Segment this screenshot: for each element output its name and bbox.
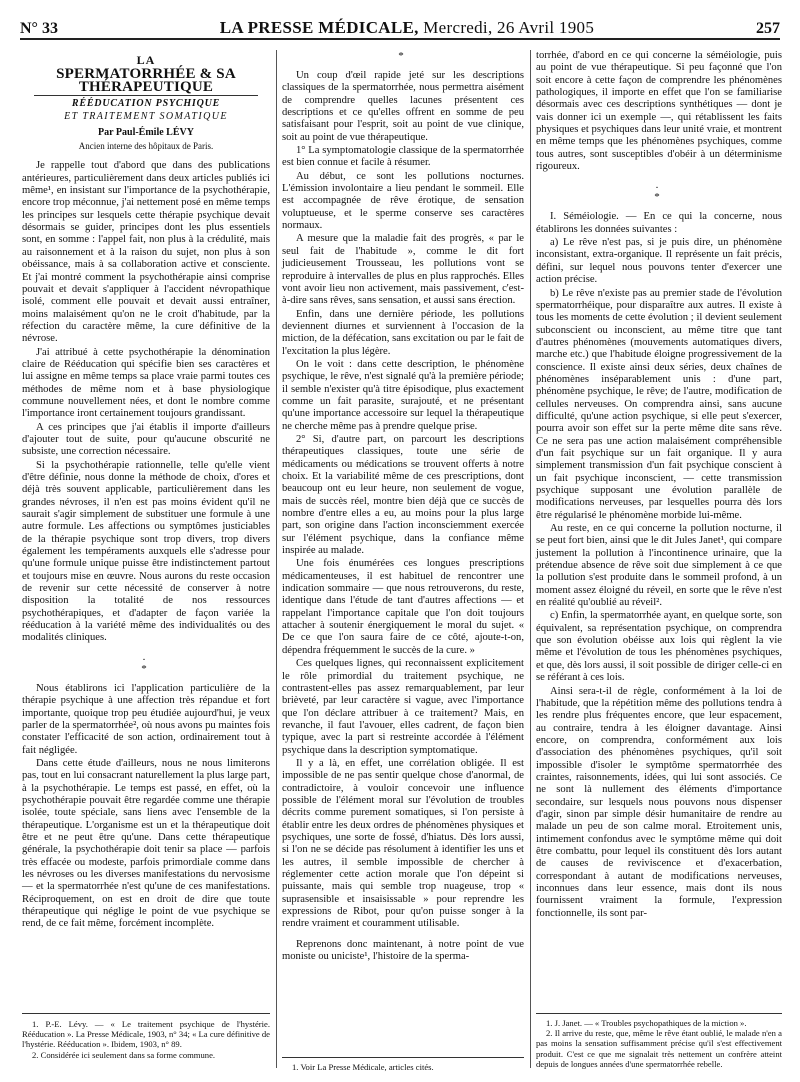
- paragraph: I. Séméiologie. — En ce qui la concerne, nous établirons les données suivantes :: [536, 211, 782, 235]
- journal-title: LA PRESSE MÉDICALE,: [219, 18, 419, 37]
- paragraph: Il y a là, en effet, une corrélation obligée. Il est impossible de ne pas sentir quelque chose d'anormal, de contradictoire, à vouloir concevoir une influence possible de l'élément moral sur l'évolution de troubles décrits comme purement somatiques, si l'on persiste à établir entre les deux ordres de phénomènes physiques et psychiques, une sorte de fossé, d'hiatus. Dès lors aussi, si l'on ne se décide pas résolument à identifier les uns et les autres, il semble impossible de chercher à réglementer cette action morale que l'on dépeint si puissante, mais qui semble trop nuageuse, trop « suprasensible et insaisissable » pour reprendre les expressions de Ribot, pour qu'on puisse songer à la rendre vraiment et couramment utilisable.: [282, 757, 524, 930]
- footnote: 1. P.-E. Lévy. — « Le traitement psychique de l'hystérie. Rééducation ». La Presse Médicale, 1903, n° 34; « La cure définitive de l'hystérie. Rééducation ». Ibidem, 1903, n° 89.: [22, 1019, 270, 1050]
- article-author-note: Ancien interne des hôpitaux de Paris.: [78, 141, 214, 152]
- page-header: [20, 12, 780, 40]
- column-1: [22, 50, 270, 931]
- footnote-rule: [22, 1013, 270, 1014]
- article-author: Par Paul-Émile LÉVY: [98, 126, 194, 138]
- footnotes-column-2: [282, 1062, 524, 1072]
- issue-date: Mercredi, 26 Avril 1905: [423, 18, 595, 37]
- paragraph: Nous établirons ici l'application particulière de la thérapie psychique à une affection très répandue et fort importante, quoique trop peu étudiée aujourd'hui, je veux parler de la spermatorrhée², où nous avons pu maintes fois constater l'efficacité de son action, ordinairement tout à fait négligée.: [22, 682, 270, 756]
- article-subtitle-1: RÉÉDUCATION PSYCHIQUE: [71, 98, 221, 110]
- paragraph: Une fois énumérées ces longues prescriptions médicamenteuses, il est habituel de rencontrer une indication sommaire — que nous retrouverons, du reste, identique dans l'étude de tant d'autres affections — et rappelant l'importance capitale que l'on doit toujours attacher à soutenir énergiquement le moral du sujet. « De ce que l'on saura faire de ce côté, ajoute-t-on, dépendra fréquemment le succès de la cure. »: [282, 558, 524, 656]
- article-kicker: LA: [136, 53, 156, 67]
- paragraph: Ainsi sera-t-il de règle, conformément à la loi de l'habitude, que la répétition même des pollutions tendra à les rendre plus fréquentes encore, que leur espacement, au contraire, tendra à les éloigner davantage. Ainsi encore, on comprendra, conformément aux lois d'association des phénomènes psychiques, qu'il soit impossible d'isoler le symptôme spermatorrhée des craintes, raisonnements, idées, qui lui sont associés. Ce ne sont là nullement des éléments d'importance secondaire, sur lesquels nous pouvons nous dispenser d'agir, sinon par simple désir humanitaire de rendre au malade un peu de son calme moral. Etroitement unis, intimement confondus avec le symptôme même qui doit être combattu, pour lequel ils constituent dès lors autant de causes de reviviscence et d'exacerbation, correspondant à autant de modifications nerveuses, inconnues dans leur essence, mais dont ils nous fournissent vraiment la formule, l'expression fonctionnelle, ils sont par-: [536, 685, 782, 919]
- section-separator: *: [398, 50, 408, 62]
- paragraph: Au début, ce sont les pollutions nocturnes. L'émission involontaire a lieu pendant le sommeil. Elle est accompagnée de rêve érotique, de sensation voluptueuse, et le sperme conserve ses caractères normaux.: [282, 170, 524, 232]
- column-3: [536, 50, 782, 920]
- paragraph: Je rappelle tout d'abord que dans des publications antérieures, particulièrement dans deux articles publiés ici même¹, en insistant sur l'importance de la psychothérapie, encore trop méconnue, j'ai nettement posé en même temps les principes sur lesquels cette thérapie psychique devait désormais se guider, principes dont les plus essentiels sont, en somme : l'appel fait, non plus à la crédulité, mais au raisonnement et à la raison du sujet, non plus à son obéissance, mais à sa collaboration active et consciente. Et j'ai montré comment la psychothérapie ainsi comprise pouvait et devait s'appliquer à l'accident névropathique isolé, comment elle pouvait et devait aussi entraîner, moins malaisément qu'on ne le croit d'habitude, par la réfection du caractère même, la cure définitive de la névrose.: [22, 160, 270, 345]
- page-number-right: 257: [755, 20, 780, 37]
- section-separator: . *: [654, 179, 664, 204]
- article-title-block: [22, 54, 270, 152]
- paragraph: Enfin, dans une dernière période, les pollutions deviennent diurnes et surviennent à l'occasion de la miction, de la défécation, sans excitation ou par le fait de l'excitation la plus légère.: [282, 308, 524, 357]
- paragraph: 2° Si, d'autre part, on parcourt les descriptions thérapeutiques classiques, toute une série de médicaments ou médications se trouvent offerts à notre choix. Et la variabilité même de ces prescriptions, dont beaucoup ont eu leur heure, non seulement de vogue, mais de succès réel, montre bien déjà que ce succès de nombre d'entre elles a eu, au moins pour la plus large part, son origine dans l'action inconsciemment exercée sur l'élément psychique, dans la confiance même inspirée au malade.: [282, 433, 524, 557]
- footnote-rule: [536, 1013, 782, 1014]
- paragraph: Au reste, en ce qui concerne la pollution nocturne, il se peut fort bien, ainsi que le dit Jules Janet¹, qui compare justement la pollution à l'incontinence urinaire, que la prétendue absence de rêve soit due simplement à ce que la pollution s'est produite dans le sommeil profond, à un moment assez éloigné du réveil, en sorte que le rêve n'est en réalité qu'oublié au réveil².: [536, 523, 782, 609]
- column-rule-1: [276, 50, 277, 1068]
- journal-title-line: [220, 18, 594, 38]
- footnote: 2. Considérée ici seulement dans sa forme commune.: [32, 1049, 216, 1060]
- paragraph: a) Le rêve n'est pas, si je puis dire, un phénomène inconsistant, extra-organique. Il représente un fait précis, défini, sur lequel nous pouvons tenter d'exercer une action précise.: [536, 237, 782, 286]
- paragraph: b) Le rêve n'existe pas au premier stade de l'évolution spermatorrhéique, pour disparaître aux autres. Il existe à tous les moments de cette évolution ; il devient seulement subconscient ou inconscient, au même titre que tant d'autres phénomènes (mouvements automatiques divers, marche etc.) que l'habitude éloigne progressivement de la conscience. Il existe ainsi deux séries, deux chaînes de phénomènes inséparablement unis : d'une part, phénomène psychique, le rêve; de l'autre, modification de cellules nerveuses. On comprendra ainsi, sans aucune difficulté, qu'une action psychique, si elle peut s'exercer, pourra avoir son effet sur la perte même dite sans rêve. Ce ne sera pas une action malaisément compréhensible d'un fait psychique sur un fait organique. Il y aura simplement transmission d'un fait psychique conscient à un fait psychique inconscient, — cette transmission psychique supposant une évolution parallèle de modifications nerveuses, par lesquelles pourra dès lors être régularisé le phénomène morbide lui-même.: [536, 287, 782, 521]
- paragraph: Un coup d'œil rapide jeté sur les descriptions classiques de la spermatorrhée, nous permettra aisément de comprendre quelles lacunes présentent ces descriptions et ce qu'elles offrent en somme de peu satisfaisant pour l'esprit, soit au point de vue clinique, soit au point de vue thérapeutique.: [282, 70, 524, 143]
- footnote: 1. J. Janet. — « Troubles psychopathiques de la miction ».: [546, 1018, 747, 1028]
- footnotes-column-1: [22, 1019, 270, 1060]
- footnote: 1. Voir La Presse Médicale, articles cités.: [292, 1062, 434, 1072]
- page-number-left: N° 33: [20, 20, 58, 37]
- footnotes-column-3: [536, 1018, 782, 1069]
- column-rule-2: [530, 50, 531, 1068]
- article-title: SPERMATORRHÉE & SA THÉRAPEUTIQUE: [34, 68, 258, 96]
- paragraph: Reprenons donc maintenant, à notre point de vue moniste ou uniciste¹, l'histoire de la sperma-: [282, 938, 524, 963]
- paragraph: c) Enfin, la spermatorrhée ayant, en quelque sorte, son équivalent, sa représentation psychique, on comprendra que son évolution obéisse aux lois qui règlent la vie même et l'évolution de tous les phénomènes psychiques, et que, dès lors aussi, il soit possible de diriger celle-ci en se référant à ces lois.: [536, 610, 782, 684]
- section-separator: . *: [141, 650, 151, 675]
- paragraph: A mesure que la maladie fait des progrès, « par le seul fait de l'habitude », comme le dit fort judicieusement Trousseau, les pollutions vont se reproduire à intervalles de plus en plus rapprochés. Elles vont avoir lieu non activement, mais passivement, c'est-à-dire sans rêves, sans sensation, et aussi sans érection.: [282, 233, 524, 307]
- column-2: [282, 50, 524, 963]
- paragraph: On le voit : dans cette description, le phénomène psychique, le rêve, n'est signalé qu'à la première période; il semble n'exister qu'à titre épisodique, plus exactement comme un fait parasite, surajouté, et ne présentant qu'une importance accessoire sur lequel la thérapeutique ne cherche même pas à prendre quelque prise.: [282, 358, 524, 432]
- footnote: 2. Il arrive du reste, que, même le rêve étant oublié, le malade n'en a pas moins la sensation suffisamment précise qu'il s'est effectivement produit. C'est ce que me signalait très nettement un confrère atteint depuis de longues années d'une spermatorrhée rebelle.: [536, 1028, 782, 1069]
- paragraph: torrhée, d'abord en ce qui concerne la séméiologie, puis au point de vue thérapeutique. Si peu façonné que l'on soit encore à cette façon de comprendre les phénomènes pathologiques, il importe en effet que l'on se familiarise désormais avec ces descriptions synthétiques — dont je vais donner ici un exemple —, qui rétablissent les faits physiques et psychiques dans leur unité vraie, et montrent en même temps que les phénomènes psychiques, comme tous autres, sont susceptibles d'obéir à un déterminisme rigoureux.: [536, 50, 782, 173]
- footnote-rule: [282, 1057, 524, 1058]
- paragraph: A ces principes que j'ai établis il importe d'ailleurs d'ajouter tout de suite, pour qu'aucune obscurité ne subsiste, une correction nécessaire.: [22, 421, 270, 458]
- paragraph: Ces quelques lignes, qui reconnaissent explicitement le rôle primordial du traitement psychique, ne contrastent-elles pas assez remarquablement, par leur brièveté, par leur caractère si vague, avec l'importance que l'on déclare attribuer à ce traitement? Mais, en revanche, il faut l'avouer, elles cadrent, de façon bien typique, avec la part si restreinte accordée à l'élément psychique dans la description symptomatique.: [282, 658, 524, 756]
- paragraph: Si la psychothérapie rationnelle, telle qu'elle vient d'être définie, nous donne la méthode de choix, d'ores et déjà très souvent applicable, particulièrement dans les grandes névroses, il n'en est pas moins évident qu'il ne saurait s'agir simplement de substituer une formule à une autre formule. Les affections ou symptômes justiciables de la thérapie psychique sont trop divers, trop divers également les tempéraments auxquels elle s'adresse pour qu'une formule unique puisse être indistinctement partout et toujours mise en œuvre. Nous aurons du reste occasion de revenir sur cette nécessité de conserver à notre disposition la totalité de nos ressources psychothérapiques, et d'adapter de façon variée la rééducation à la variété même des individualités ou des modalités cliniques.: [22, 459, 270, 644]
- article-subtitle-2: ET TRAITEMENT SOMATIQUE: [64, 111, 228, 123]
- paragraph: J'ai attribué à cette psychothérapie la dénomination claire de Rééducation qui spécifie bien ses caractères et lui assigne en même temps sa place vraie parmi toutes ces méthodes de même nom et à base physiologique commune nouvellement nées, et dont le nombre comme l'importance iront certainement toujours grandissant.: [22, 346, 270, 420]
- paragraph: Dans cette étude d'ailleurs, nous ne nous limiterons pas, tout en lui consacrant naturellement la plus large part, à la psychothérapie. Le temps est passé, en effet, où la psychothérapie pouvait être regardée comme une thérapie isolée, toute spéciale, sans liens avec l'ensemble de la thérapeutique. L'organisme est un et la thérapeutique doit être et ne peut être qu'une. Dans cette thérapeutique générale, la psychothérapie doit tenir sa place — parfois très effacée ou modeste, parfois primordiale comme dans les névroses ou les diverses manifestations du nervosisme — et la spermatorrhée n'est qu'une de ces manifestations. Réciproquement, on est en droit de dire que toute thérapeutique qui néglige le point de vue psychique se rend, de ce fait même, forcément incomplète.: [22, 757, 270, 930]
- paragraph: 1° La symptomatologie classique de la spermatorrhée est bien connue et facile à résumer.: [282, 145, 524, 169]
